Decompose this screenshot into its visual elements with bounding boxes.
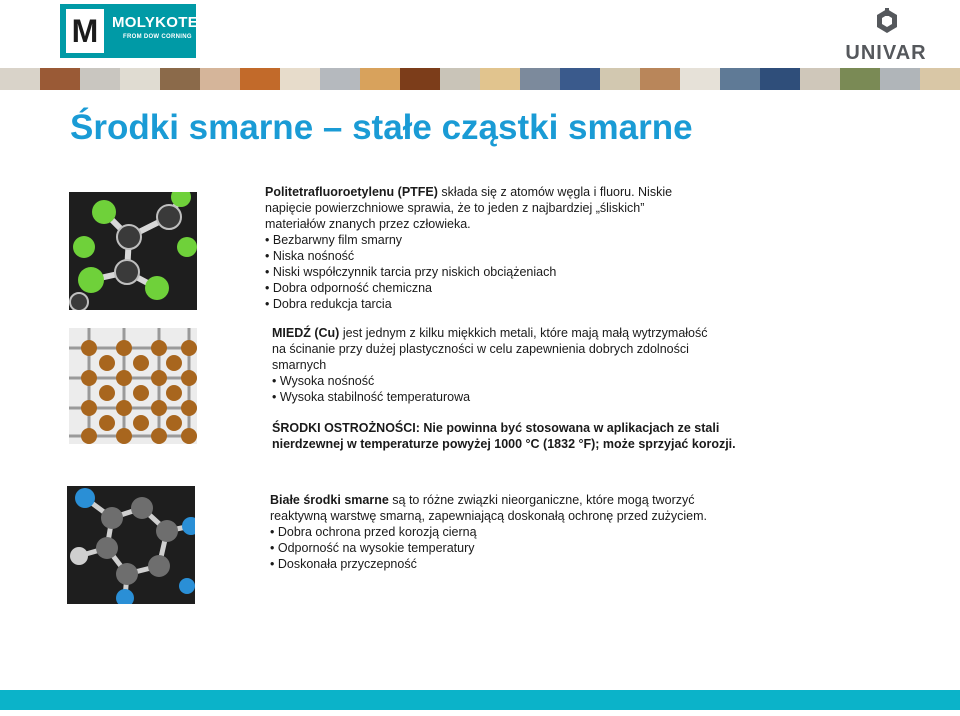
- copper-description-text: jest jednym z kilku miękkich metali, które mają małą wytrzymałość na ścinanie przy dużej plastyczności w celu zapewnienia dobrych zdolności smarnych: [272, 326, 708, 372]
- list-item: • Wysoka stabilność temperaturowa: [272, 389, 712, 405]
- molykote-tagline: FROM DOW CORNING: [123, 34, 192, 40]
- molykote-logo: [60, 4, 199, 58]
- list-item: • Dobra redukcja tarcia: [265, 296, 705, 312]
- white-lubricant-molecule-image: [67, 486, 195, 604]
- header: [0, 0, 960, 92]
- molykote-name: MOLYKOTE: [112, 14, 199, 31]
- ptfe-description-text: składa się z atomów węgla i fluoru. Niskie napięcie powierzchniowe sprawia, że to jeden z najbardziej „śliskich” materiałów znanych przez człowieka.: [265, 185, 673, 231]
- ptfe-properties-list: [265, 232, 705, 312]
- white-lubricants-description: [270, 492, 730, 524]
- molykote-mark-letter: M: [71, 13, 99, 49]
- copper-properties-list: [272, 373, 712, 405]
- white-lubricants-description-text: są to różne związki nieorganiczne, które mogą tworzyć reaktywną warstwę smarną, zapewniającą doskonałą ochronę przed zużyciem.: [270, 493, 708, 523]
- footer-bar: [0, 690, 960, 710]
- copper-warning: ŚRODKI OSTROŻNOŚCI: Nie powinna być stosowana w aplikacjach ze stali nierdzewnej w temperaturze powyżej 1000 °C (1832 °F); może sprzyjać korozji.: [272, 421, 736, 451]
- univar-hexagon-icon: [876, 8, 898, 38]
- copper-lattice-illustration: [69, 328, 197, 444]
- copper-description: [272, 325, 712, 373]
- page-title: Środki smarne – stałe cząstki smarne: [70, 108, 693, 147]
- univar-logo: [838, 8, 934, 64]
- ptfe-molecule-image: [69, 192, 197, 310]
- ptfe-section: [265, 184, 705, 312]
- list-item: • Niski współczynnik tarcia przy niskich obciążeniach: [265, 264, 705, 280]
- list-item: • Bezbarwny film smarny: [265, 232, 705, 248]
- list-item: • Dobra odporność chemiczna: [265, 280, 705, 296]
- ptfe-description: [265, 184, 705, 232]
- white-lubricants-section: [270, 492, 730, 572]
- molykote-mark: [66, 9, 104, 53]
- list-item: • Wysoka nośność: [272, 373, 712, 389]
- white-lubricant-molecule-illustration: [67, 486, 195, 604]
- list-item: • Dobra ochrona przed korozją cierną: [270, 524, 730, 540]
- header-photo-strip: [0, 68, 960, 90]
- white-lubricants-properties-list: [270, 524, 730, 572]
- white-lubricants-term: Białe środki smarne: [270, 493, 389, 507]
- list-item: • Doskonała przyczepność: [270, 556, 730, 572]
- ptfe-term: Politetrafluoroetylenu (PTFE): [265, 185, 438, 199]
- ptfe-molecule-illustration: [69, 192, 197, 310]
- univar-name: UNIVAR: [845, 42, 927, 64]
- copper-lattice-image: [69, 328, 197, 444]
- list-item: • Niska nośność: [265, 248, 705, 264]
- copper-section: [272, 325, 712, 405]
- copper-term: MIEDŹ (Cu): [272, 326, 340, 340]
- list-item: • Odporność na wysokie temperatury: [270, 540, 730, 556]
